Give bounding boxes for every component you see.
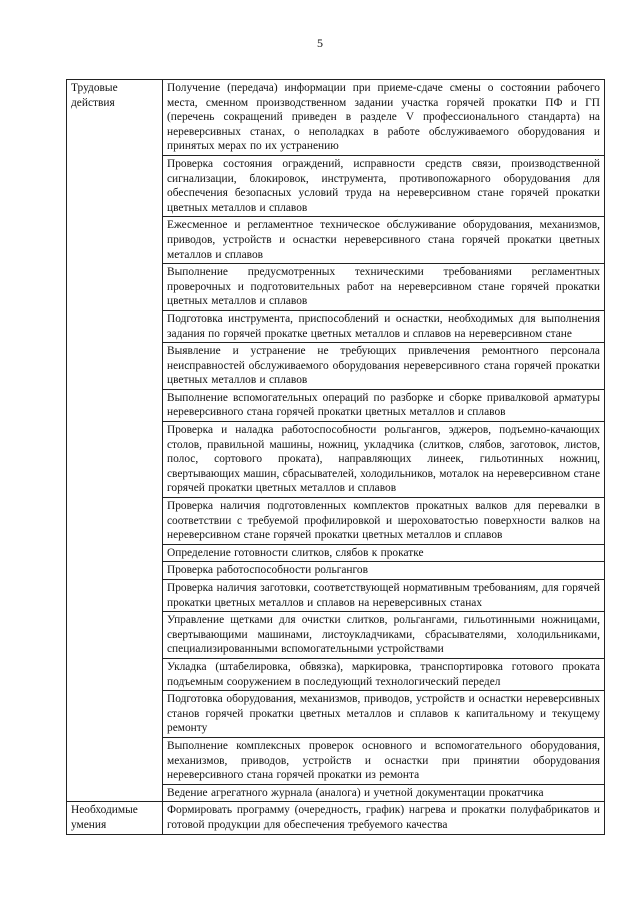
required-skill-item: Формировать программу (очередность, график) нагрева и прокатки полуфабрикатов и готовой продукции для обеспечения требуемого качества <box>163 802 605 834</box>
labor-action-item: Проверка наличия заготовки, соответствующей нормативным требованиям, для горячей прокатки цветных металлов и сплавов на нереверсивных станах <box>163 580 605 612</box>
labor-action-item: Подготовка инструмента, приспособлений и оснастки, необходимых для выполнения задания по горячей прокатке цветных металлов и сплавов на нереверсивном стане <box>163 310 605 342</box>
labor-action-item: Получение (передача) информации при приеме-сдаче смены о состоянии рабочего места, сменном производственном задании участка горячей прокатки ПФ и ГП (перечень сокращений приведен в разделе V профессионального стандарта) на нереверсивных станах, о неполадках в работе обслуживаемого оборудования и принятых мерах по их устранению <box>163 80 605 156</box>
table-row <box>67 80 605 156</box>
labor-action-item: Выявление и устранение не требующих привлечения ремонтного персонала неисправностей обслуживаемого оборудования нереверсивного стана горячей прокатки цветных металлов и сплавов <box>163 343 605 390</box>
labor-action-item: Выполнение вспомогательных операций по разборке и сборке привалковой арматуры нереверсивного стана горячей прокатки цветных металлов и сплавов <box>163 389 605 421</box>
labor-action-item: Управление щетками для очистки слитков, рольгангами, гильотинными ножницами, свертывающими машинами, листоукладчиками, сбрасывателями, холодильниками, специализированными вспомогательными устройствами <box>163 612 605 659</box>
labor-action-item: Проверка наличия подготовленных комплектов прокатных валков для перевалки в соответствии с требуемой профилировкой и шероховатостью поверхности валков на нереверсивном стане горячей прокатки цветных металлов и сплавов <box>163 498 605 545</box>
table-row <box>67 802 605 834</box>
labor-action-item: Проверка состояния ограждений, исправности средств связи, производственной сигнализации, блокировок, инструмента, противопожарного оборудования для обеспечения безопасных условий труда на нереверсивном стане горячей прокатки цветных металлов и сплавов <box>163 155 605 216</box>
labor-action-item: Ведение агрегатного журнала (аналога) и учетной документации прокатчика <box>163 784 605 802</box>
labor-functions-table <box>66 79 605 835</box>
labor-action-item: Проверка и наладка работоспособности рольгангов, эджеров, подъемно-качающих столов, правильной машины, ножниц, укладчика (слитков, слябов, заготовок, листов, полос, сортового проката), направляющих линеек, гильотинных ножниц, свертывающих машин, сбрасывателей, холодильников, моталок на нереверсивном стане горячей прокатки цветных металлов и сплавов <box>163 422 605 498</box>
labor-action-item: Подготовка оборудования, механизмов, приводов, устройств и оснастки нереверсивных станов горячей прокатки цветных металлов и сплавов к капитальному и текущему ремонту <box>163 691 605 738</box>
labor-action-item: Ежесменное и регламентное техническое обслуживание оборудования, механизмов, приводов, устройств и оснастки нереверсивного стана горячей прокатки цветных металлов и сплавов <box>163 217 605 264</box>
labor-action-item: Выполнение предусмотренных техническими требованиями регламентных проверочных и подготовительных работ на нереверсивном стане горячей прокатки цветных металлов и сплавов <box>163 264 605 311</box>
labor-action-item: Укладка (штабелировка, обвязка), маркировка, транспортировка готового проката подъемным сооружением в последующий технологический передел <box>163 658 605 690</box>
labor-action-item: Проверка работоспособности рольгангов <box>163 562 605 580</box>
page-number: 5 <box>317 36 323 50</box>
section-label-required-skills: Необходимые умения <box>67 802 163 834</box>
labor-action-item: Выполнение комплексных проверок основного и вспомогательного оборудования, механизмов, приводов, устройств и оснастки при принятии оборудования нереверсивного стана горячей прокатки из ремонта <box>163 737 605 784</box>
labor-action-item: Определение готовности слитков, слябов к прокатке <box>163 544 605 562</box>
section-label-labor-actions: Трудовые действия <box>67 80 163 802</box>
